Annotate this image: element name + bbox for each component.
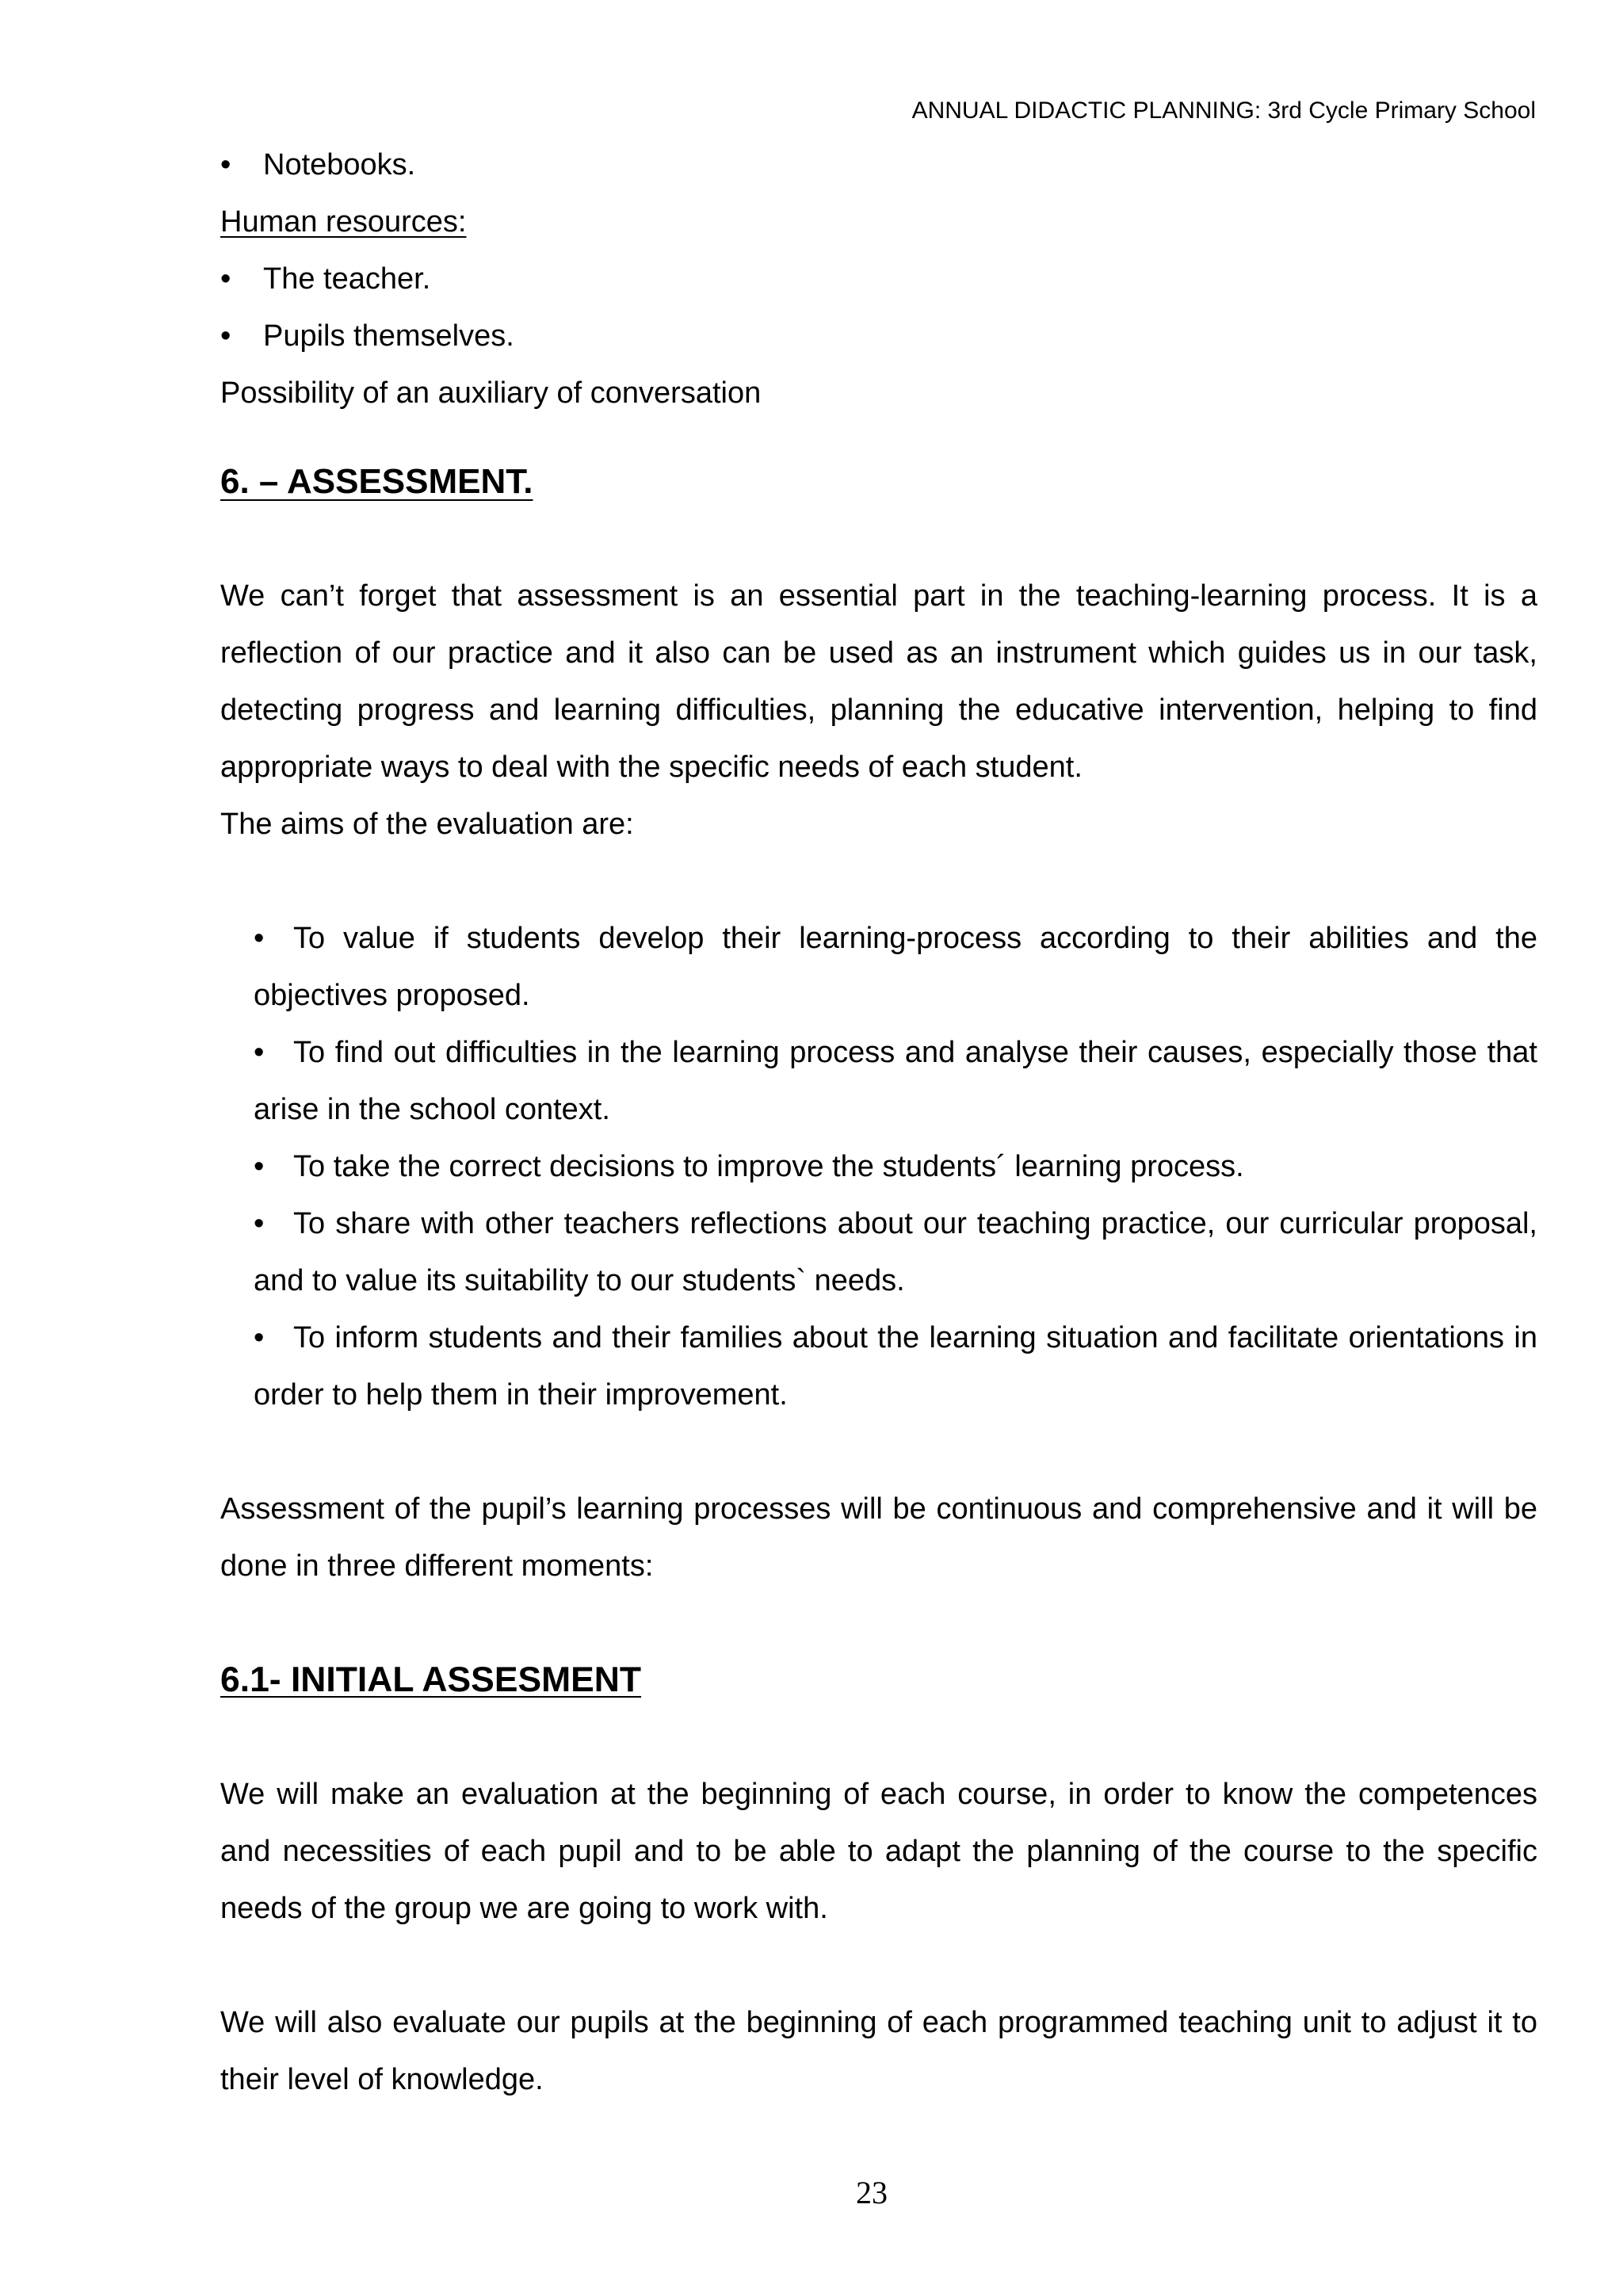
bullet-icon: • bbox=[254, 1321, 265, 1354]
list-item-text: The teacher. bbox=[263, 262, 431, 296]
aim-text: To find out difficulties in the learning process and analyse their causes, especially those that arise in the school context. bbox=[254, 1036, 1537, 1126]
list-item bbox=[220, 250, 1537, 308]
bullet-icon: • bbox=[254, 1150, 265, 1183]
spacer bbox=[220, 1595, 1537, 1652]
subsection-heading-initial-assessment: 6.1- INITIAL ASSESMENT bbox=[220, 1660, 642, 1699]
section-heading-assessment: 6. – ASSESSMENT. bbox=[220, 462, 533, 501]
aim-item bbox=[220, 910, 1537, 1024]
aim-text: To take the correct decisions to improve the students´ learning process. bbox=[293, 1150, 1244, 1183]
spacer bbox=[220, 422, 1537, 453]
aim-text: To inform students and their families about the learning situation and facilitate orientations in order to help them in their improvement. bbox=[254, 1321, 1537, 1412]
bullet-icon: • bbox=[254, 1207, 265, 1240]
aim-item bbox=[220, 1309, 1537, 1423]
bullet-icon: • bbox=[220, 319, 231, 353]
aims-intro: The aims of the evaluation are: bbox=[220, 808, 634, 841]
spacer bbox=[220, 1423, 1537, 1480]
bullet-icon: • bbox=[220, 148, 231, 181]
list-item-text: Notebooks. bbox=[263, 148, 416, 181]
aims-list bbox=[220, 910, 1537, 1423]
human-resources-heading: Human resources: bbox=[220, 205, 467, 239]
spacer bbox=[220, 853, 1537, 910]
bullet-icon: • bbox=[254, 1036, 265, 1069]
initial-assessment-paragraph-1: We will make an evaluation at the beginning of each course, in order to know the competences and necessities of each pupil and to be able to adapt the planning of the course to the specific needs of the group we are going to work with. bbox=[220, 1778, 1537, 1925]
assessment-intro-paragraph: We can’t forget that assessment is an essential part in the teaching-learning process. It is a reflection of our practice and it also can be used as an instrument which guides us in our task, detecting progress and learning difficulties, planning the educative intervention, helping to find appropriate ways to deal with the specific needs of each student. bbox=[220, 579, 1537, 784]
aim-text: To share with other teachers reflections about our teaching practice, our curricular proposal, and to value its suitability to our students` needs. bbox=[254, 1207, 1537, 1297]
aim-text: To value if students develop their learning-process according to their abilities and the objectives proposed. bbox=[254, 922, 1537, 1012]
page-content bbox=[220, 136, 1537, 2108]
page-number: 23 bbox=[856, 2175, 888, 2210]
spacer bbox=[220, 1937, 1537, 1994]
list-item-text: Pupils themselves. bbox=[263, 319, 514, 353]
moments-paragraph: Assessment of the pupil’s learning processes will be continuous and comprehensive and it will be done in three different moments: bbox=[220, 1492, 1537, 1583]
list-item bbox=[220, 308, 1537, 365]
aim-item bbox=[220, 1024, 1537, 1138]
spacer bbox=[220, 510, 1537, 567]
auxiliary-note: Possibility of an auxiliary of conversation bbox=[220, 376, 762, 410]
bullet-icon: • bbox=[254, 922, 265, 955]
spacer bbox=[220, 1709, 1537, 1766]
running-header: ANNUAL DIDACTIC PLANNING: 3rd Cycle Primary School bbox=[911, 97, 1536, 124]
aim-item bbox=[220, 1138, 1537, 1195]
aim-item bbox=[220, 1195, 1537, 1309]
bullet-icon: • bbox=[220, 262, 231, 296]
initial-assessment-paragraph-2: We will also evaluate our pupils at the beginning of each programmed teaching unit to adjust it to their level of knowledge. bbox=[220, 2006, 1537, 2096]
list-item bbox=[220, 136, 1537, 193]
